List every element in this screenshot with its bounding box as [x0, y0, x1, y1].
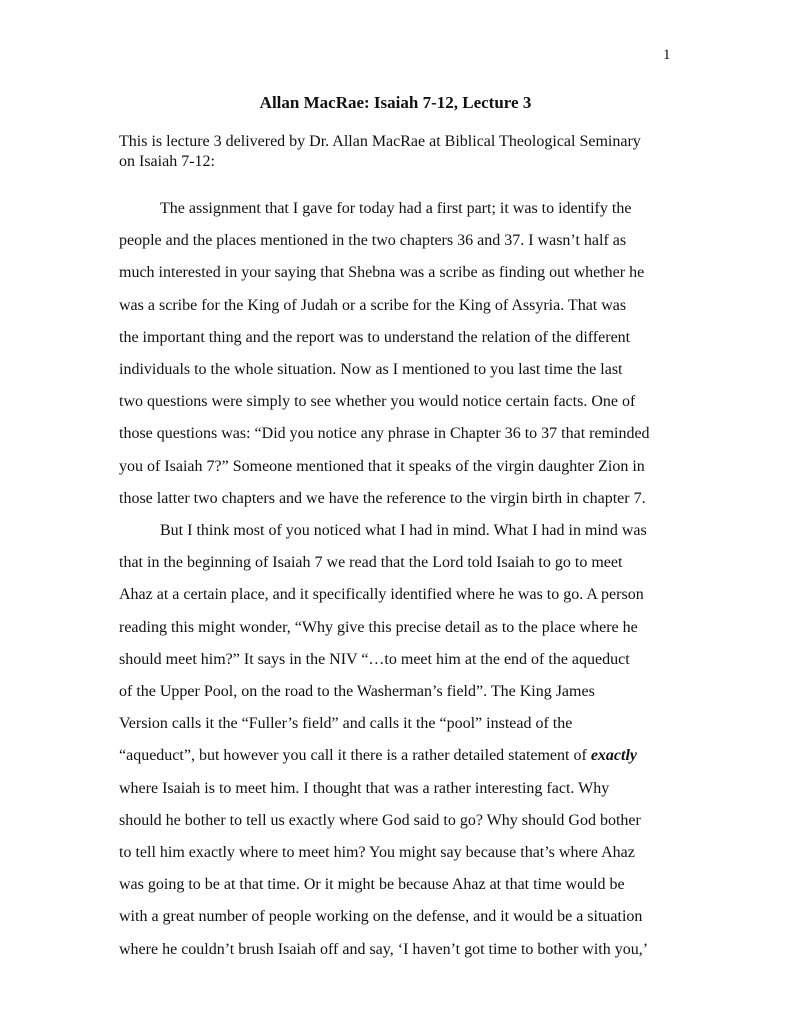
paragraph-1 [119, 193, 679, 515]
text-line: with a great number of people working on the defense, and it would be a situation [119, 908, 643, 926]
page-number: 1 [663, 47, 671, 63]
body-text [119, 193, 679, 966]
text-line: much interested in your saying that Shebna was a scribe as finding out whether he [119, 264, 645, 282]
emphasized-word: exactly [590, 747, 638, 765]
text-line-emphasis [119, 740, 679, 772]
text-line: to tell him exactly where to meet him? You might say because that’s where Ahaz [119, 844, 635, 862]
text-line: two questions were simply to see whether you would notice certain facts. One of [119, 393, 636, 411]
text-line: those latter two chapters and we have the reference to the virgin birth in chapter 7. [119, 489, 646, 507]
text-line: people and the places mentioned in the two chapters 36 and 37. I wasn’t half as [119, 232, 627, 250]
text-line: But I think most of you noticed what I had in mind. What I had in mind was [160, 522, 647, 540]
text-line: those questions was: “Did you notice any phrase in Chapter 36 to 37 that reminded [119, 425, 650, 443]
text-line: of the Upper Pool, on the road to the Washerman’s field”. The King James [119, 683, 595, 701]
text-line: you of Isaiah 7?” Someone mentioned that it speaks of the virgin daughter Zion in [119, 457, 645, 475]
text-fragment: “aqueduct”, but however you call it there is a rather detailed statement of [119, 747, 591, 765]
text-line: individuals to the whole situation. Now as I mentioned to you last time the last [119, 361, 623, 379]
text-line: The assignment that I gave for today had a first part; it was to identify the [160, 200, 632, 217]
text-line: on Isaiah 7-12: [119, 153, 215, 170]
text-line: where Isaiah is to meet him. I thought that was a rather interesting fact. Why [119, 779, 610, 797]
text-line: This is lecture 3 delivered by Dr. Allan MacRae at Biblical Theological Seminary [119, 133, 641, 150]
text-line: reading this might wonder, “Why give this precise detail as to the place where he [119, 618, 638, 636]
text-line: that in the beginning of Isaiah 7 we read that the Lord told Isaiah to go to meet [119, 554, 623, 572]
text-line: the important thing and the report was to understand the relation of the different [119, 328, 631, 346]
text-line: Ahaz at a certain place, and it specifically identified where he was to go. A person [119, 586, 644, 604]
document-title: Allan MacRae: Isaiah 7-12, Lecture 3 [259, 93, 532, 112]
text-line: where he couldn’t brush Isaiah off and say, ‘I haven’t got time to bother with you,’ [119, 940, 649, 958]
text-line: Version calls it the “Fuller’s field” and calls it the “pool” instead of the [119, 715, 573, 733]
intro-paragraph [119, 132, 679, 172]
paragraph-2 [119, 515, 679, 966]
text-line: was a scribe for the King of Judah or a scribe for the King of Assyria. That was [119, 296, 627, 314]
text-line: was going to be at that time. Or it might be because Ahaz at that time would be [119, 876, 625, 894]
text-line: should meet him?” It says in the NIV “…to meet him at the end of the aqueduct [119, 650, 630, 668]
text-line: should he bother to tell us exactly where God said to go? Why should God bother [119, 811, 641, 829]
